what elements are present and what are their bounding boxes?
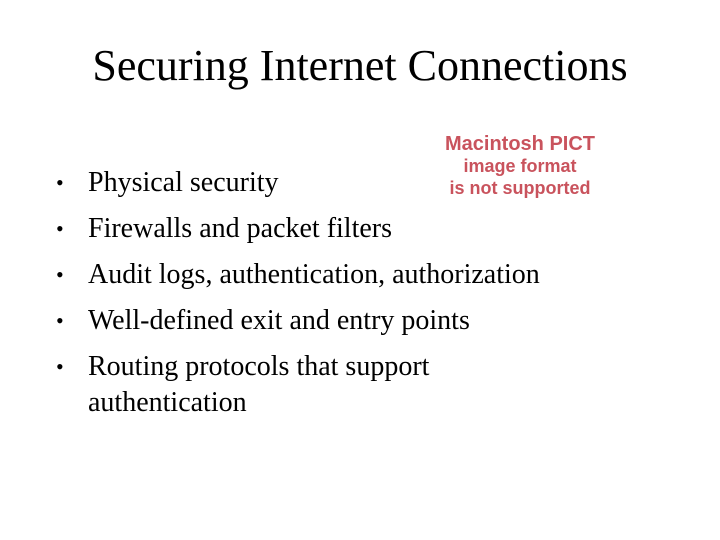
bullet-item <box>56 298 690 344</box>
bullet-item <box>56 160 690 206</box>
bullet-item <box>56 206 690 252</box>
placeholder-line-1: Macintosh PICT <box>444 133 595 155</box>
placeholder-line-3: is not supported <box>449 178 591 198</box>
bullet-marker: • <box>56 308 64 333</box>
bullet-marker: • <box>56 170 64 195</box>
bullet-text: Firewalls and packet filters <box>88 213 393 244</box>
bullet-marker: • <box>56 354 64 379</box>
slide-title: Securing Internet Connections <box>92 41 628 90</box>
bullet-marker: • <box>56 262 64 287</box>
bullet-marker: • <box>56 216 64 241</box>
bullet-item <box>56 344 690 426</box>
bullet-item <box>56 252 690 298</box>
bullet-text: Routing protocols that support authentication <box>88 351 430 418</box>
placeholder-line-2: image format <box>463 156 577 176</box>
bullet-list <box>56 160 690 426</box>
bullet-text: Well-defined exit and entry points <box>88 305 470 336</box>
bullet-text: Audit logs, authentication, authorization <box>88 259 540 290</box>
bullet-text: Physical security <box>88 167 279 198</box>
